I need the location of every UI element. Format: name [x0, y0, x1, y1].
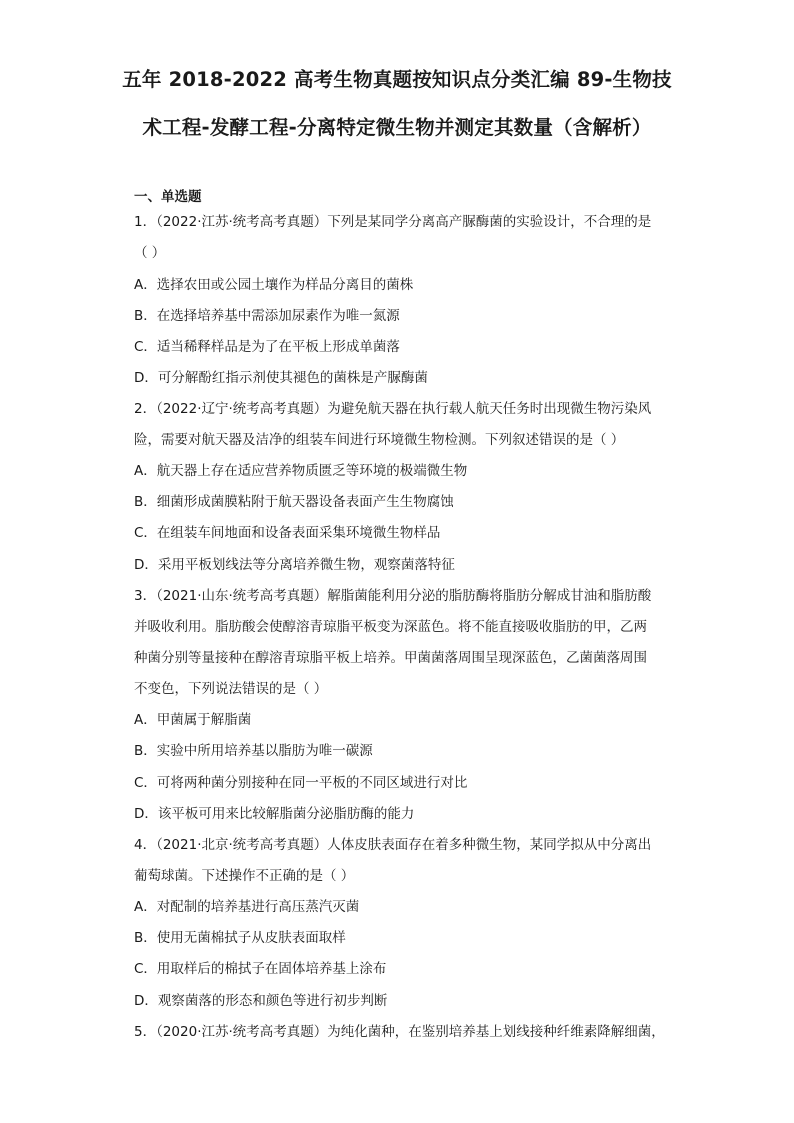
question-4-stem-line-2: 葡萄球菌。下述操作不正确的是（ ） [134, 868, 355, 884]
question-3-option-a: A．甲菌属于解脂菌 [134, 712, 252, 728]
question-3-stem-line-3: 种菌分别等量接种在醇溶青琼脂平板上培养。甲菌菌落周围呈现深蓝色，乙菌菌落周围 [134, 650, 647, 666]
question-2-stem-line-1: 2．（2022·辽宁·统考高考真题）为避免航天器在执行载人航天任务时出现微生物污染风 [134, 401, 652, 417]
question-5-stem-line-1: 5．（2020·江苏·统考高考真题）为纯化菌种，在鉴别培养基上划线接种纤维素降解细菌， [134, 1024, 665, 1040]
question-3-option-b: B．实验中所用培养基以脂肪为唯一碳源 [134, 743, 373, 759]
question-2-option-b: B．细菌形成菌膜粘附于航天器设备表面产生生物腐蚀 [134, 494, 454, 510]
question-3-option-d: D．该平板可用来比较解脂菌分泌脂肪酶的能力 [134, 806, 415, 822]
question-3-stem-line-1: 3．（2021·山东·统考高考真题）解脂菌能利用分泌的脂肪酶将脂肪分解成甘油和脂肪酸 [134, 588, 652, 604]
question-1-stem-line-1: 1．（2022·江苏·统考高考真题）下列是某同学分离高产脲酶菌的实验设计，不合理的是 [134, 214, 652, 230]
question-4-option-d: D．观察菌落的形态和颜色等进行初步判断 [134, 993, 388, 1009]
question-1-option-d: D．可分解酚红指示剂使其褪色的菌株是产脲酶菌 [134, 370, 428, 386]
section-heading: 一、单选题 [134, 189, 202, 205]
question-2-option-c: C．在组装车间地面和设备表面采集环境微生物样品 [134, 525, 441, 541]
question-1-option-a: A．选择农田或公园土壤作为样品分离目的菌株 [134, 277, 414, 293]
document-title-line-1: 五年 2018-2022 高考生物真题按知识点分类汇编 89-生物技 [122, 68, 672, 91]
question-4-option-a: A．对配制的培养基进行高压蒸汽灭菌 [134, 899, 360, 915]
question-3-stem-line-4: 不变色，下列说法错误的是（ ） [134, 681, 328, 697]
question-2-option-a: A．航天器上存在适应营养物质匮乏等环境的极端微生物 [134, 463, 468, 479]
question-2-stem-line-2: 险，需要对航天器及洁净的组装车间进行环境微生物检测。下列叙述错误的是（ ） [134, 432, 625, 448]
question-3-stem-line-2: 并吸收利用。脂肪酸会使醇溶青琼脂平板变为深蓝色。将不能直接吸收脂肪的甲，乙两 [134, 619, 647, 635]
question-1-option-b: B．在选择培养基中需添加尿素作为唯一氮源 [134, 308, 400, 324]
question-4-option-b: B．使用无菌棉拭子从皮肤表面取样 [134, 930, 346, 946]
question-1-stem-line-2: （ ） [134, 245, 166, 261]
document-title-line-2: 术工程-发酵工程-分离特定微生物并测定其数量（含解析） [142, 116, 652, 139]
question-1-option-c: C．适当稀释样品是为了在平板上形成单菌落 [134, 339, 400, 355]
question-4-option-c: C．用取样后的棉拭子在固体培养基上涂布 [134, 961, 387, 977]
question-4-stem-line-1: 4．（2021·北京·统考高考真题）人体皮肤表面存在着多种微生物，某同学拟从中分离出 [134, 837, 652, 853]
question-3-option-c: C．可将两种菌分别接种在同一平板的不同区域进行对比 [134, 775, 468, 791]
question-2-option-d: D．采用平板划线法等分离培养微生物，观察菌落特征 [134, 557, 455, 573]
